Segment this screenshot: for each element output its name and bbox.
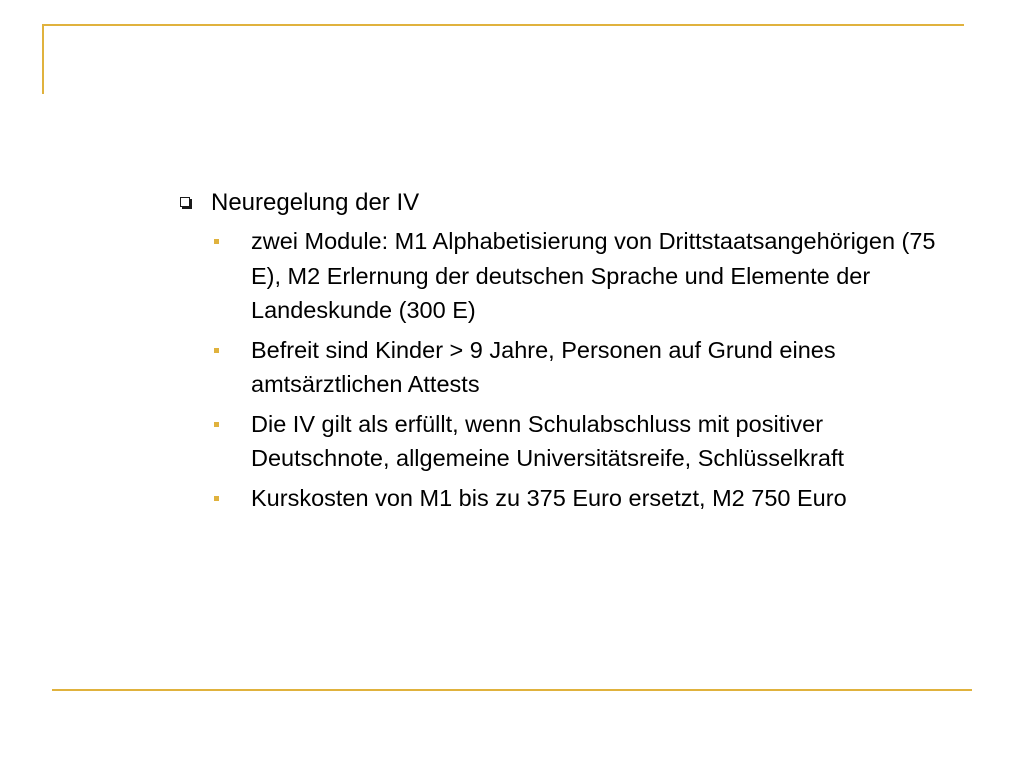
- sub-bullet-text: Befreit sind Kinder > 9 Jahre, Personen auf Grund eines amtsärztlichen Attests: [251, 336, 836, 397]
- sub-bullet-text: Die IV gilt als erfüllt, wenn Schulabschluss mit positiver Deutschnote, allgemeine Universitätsreife, Schlüsselkraft: [251, 410, 844, 471]
- main-bullet-item: [180, 186, 970, 219]
- square-bullet-icon: [214, 239, 219, 244]
- top-accent-line: [42, 24, 964, 26]
- sub-bullet-item: [180, 407, 957, 476]
- sub-bullet-text: zwei Module: M1 Alphabetisierung von Drittstaatsangehörigen (75 E), M2 Erlernung der deutschen Sprache und Elemente der Landeskunde (300 E): [251, 228, 936, 323]
- sub-bullet-text: Kurskosten von M1 bis zu 375 Euro ersetzt, M2 750 Euro: [251, 484, 847, 511]
- square-bullet-icon: [214, 496, 219, 501]
- sub-bullet-list: [180, 224, 970, 515]
- slide-content: [180, 186, 970, 520]
- square-bullet-icon: [214, 422, 219, 427]
- left-accent-line: [42, 24, 44, 94]
- square-bullet-icon: [214, 348, 219, 353]
- sub-bullet-item: [180, 333, 957, 402]
- sub-bullet-item: [180, 481, 957, 516]
- bottom-accent-line: [52, 689, 972, 691]
- hollow-square-bullet-icon: [180, 197, 190, 207]
- main-bullet-text: Neuregelung der IV: [211, 189, 420, 216]
- sub-bullet-item: [180, 224, 957, 328]
